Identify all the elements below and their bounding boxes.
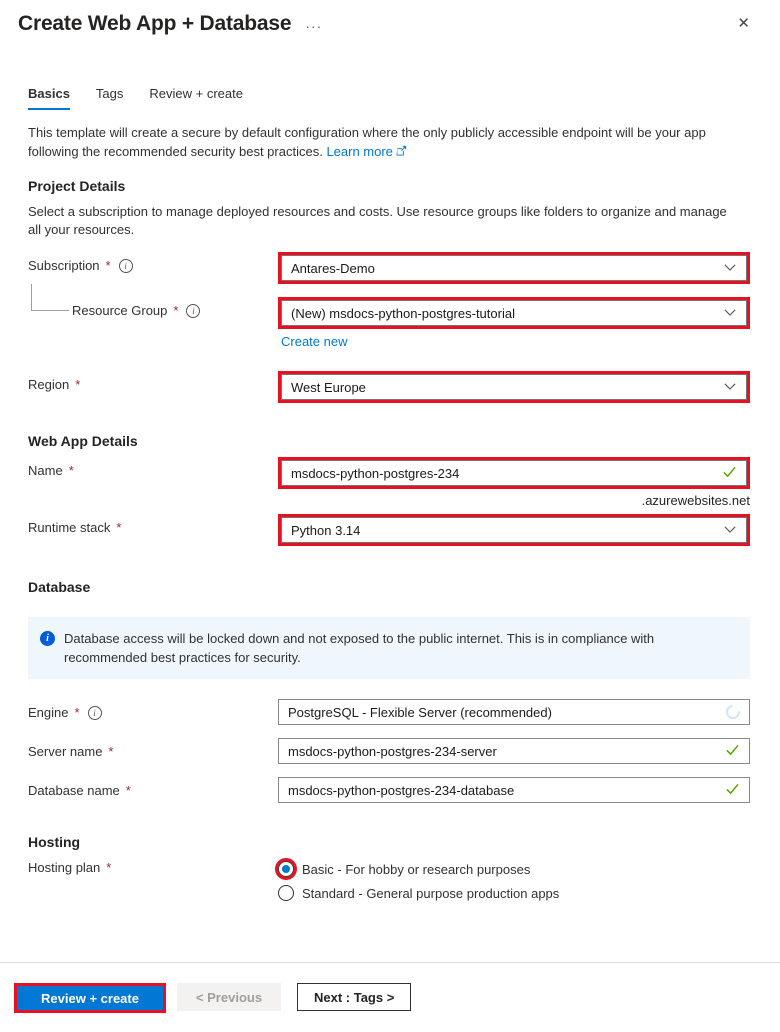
tab-tags[interactable]: Tags: [95, 86, 124, 101]
database-heading: Database: [28, 579, 91, 595]
radio-basic-label: Basic - For hobby or research purposes: [302, 861, 531, 877]
info-banner-text: Database access will be locked down and not exposed to the public internet. This is in compliance with recommended best practices for security.: [64, 631, 655, 665]
project-details-description: Select a subscription to manage deployed resources and costs. Use resource groups like folders to organize and manage all your resources.: [28, 204, 727, 237]
name-row: [28, 457, 750, 508]
close-icon[interactable]: ✕: [737, 15, 750, 32]
chevron-down-icon: [723, 261, 737, 276]
region-label: Region *: [28, 377, 81, 392]
info-icon[interactable]: i: [119, 259, 133, 273]
resource-group-value: (New) msdocs-python-postgres-tutorial: [291, 305, 515, 321]
name-input[interactable]: [281, 460, 747, 486]
resource-group-dropdown[interactable]: [281, 300, 747, 326]
required-mark: *: [105, 258, 111, 273]
required-mark: *: [74, 705, 80, 720]
required-mark: *: [68, 463, 74, 478]
required-mark: *: [173, 303, 179, 318]
runtime-stack-row: [28, 514, 750, 546]
required-mark: *: [116, 520, 122, 535]
database-name-value: msdocs-python-postgres-234-database: [288, 782, 515, 798]
resource-group-annotation: [278, 297, 750, 329]
engine-row: [28, 699, 750, 725]
region-dropdown[interactable]: [281, 374, 747, 400]
hosting-heading: Hosting: [28, 834, 81, 850]
chevron-down-icon: [723, 523, 737, 538]
tab-bar: [28, 86, 780, 110]
project-details-heading: Project Details: [28, 178, 126, 194]
region-value: West Europe: [291, 379, 366, 395]
resource-group-row: [28, 297, 750, 329]
runtime-stack-annotation: [278, 514, 750, 546]
server-name-input[interactable]: [278, 738, 750, 764]
review-create-annotation: [14, 983, 166, 1013]
info-icon[interactable]: i: [88, 706, 102, 720]
valid-check-icon: [725, 743, 740, 759]
blade-header: [0, 0, 780, 36]
subscription-label: Subscription * i: [28, 252, 278, 273]
subscription-row: [28, 252, 750, 284]
server-name-row: [28, 738, 750, 764]
subscription-dropdown[interactable]: [281, 255, 747, 281]
radio-standard-label: Standard - General purpose production apps: [302, 885, 560, 901]
runtime-stack-label: Runtime stack *: [28, 520, 122, 535]
chevron-down-icon: [723, 380, 737, 395]
database-name-input[interactable]: [278, 777, 750, 803]
subscription-value: Antares-Demo: [291, 260, 375, 276]
runtime-stack-value: Python 3.14: [291, 522, 361, 538]
name-label: Name *: [28, 463, 74, 478]
required-mark: *: [125, 783, 131, 798]
valid-check-icon: [725, 782, 740, 798]
previous-button[interactable]: < Previous: [177, 983, 281, 1011]
valid-check-icon: [722, 465, 737, 481]
next-tags-button[interactable]: Next : Tags >: [297, 983, 411, 1011]
resource-group-label: Resource Group * i: [28, 297, 278, 318]
region-row: [28, 371, 750, 403]
loading-spinner-icon: [723, 702, 743, 722]
database-name-row: [28, 777, 750, 803]
radio-standard[interactable]: [278, 885, 750, 901]
required-mark: *: [106, 860, 112, 875]
tree-connector: [31, 284, 69, 311]
hosting-plan-label: Hosting plan *: [28, 860, 112, 875]
subscription-annotation: [278, 252, 750, 284]
engine-dropdown[interactable]: [278, 699, 750, 725]
tab-review-create[interactable]: Review + create: [149, 86, 243, 101]
domain-suffix: .azurewebsites.net: [641, 493, 750, 508]
engine-value: PostgreSQL - Flexible Server (recommended): [288, 704, 552, 720]
radio-unselected-icon: [278, 885, 294, 901]
required-mark: *: [108, 744, 114, 759]
engine-label: Engine * i: [28, 699, 278, 720]
server-name-label: Server name *: [28, 744, 114, 759]
server-name-value: msdocs-python-postgres-234-server: [288, 743, 497, 759]
radio-basic[interactable]: [278, 861, 750, 877]
info-filled-icon: i: [40, 631, 55, 646]
external-link-icon: [396, 142, 407, 161]
radio-selected-icon: [278, 861, 294, 877]
chevron-down-icon: [723, 306, 737, 321]
info-banner: [28, 617, 750, 679]
region-annotation: [278, 371, 750, 403]
review-create-button[interactable]: Review + create: [17, 986, 163, 1010]
name-annotation: [278, 457, 750, 489]
intro-text: [28, 123, 728, 161]
hosting-plan-row: [28, 858, 750, 901]
web-app-details-heading: Web App Details: [28, 433, 138, 449]
intro-text-body: This template will create a secure by default configuration where the only publicly accessible endpoint will be your app following the recommended security best practices.: [28, 125, 706, 159]
database-name-label: Database name *: [28, 783, 131, 798]
runtime-stack-dropdown[interactable]: [281, 517, 747, 543]
required-mark: *: [75, 377, 81, 392]
info-icon[interactable]: i: [186, 304, 200, 318]
radio-annotation: [275, 858, 297, 880]
hosting-plan-options: [278, 858, 750, 901]
tab-basics[interactable]: Basics: [28, 86, 70, 110]
footer-bar: [0, 962, 780, 1032]
learn-more-link[interactable]: Learn more: [326, 144, 406, 159]
more-options-icon[interactable]: ···: [305, 18, 323, 34]
create-new-link[interactable]: Create new: [281, 334, 348, 349]
page-title: Create Web App + Database: [18, 12, 292, 35]
name-value: msdocs-python-postgres-234: [291, 465, 460, 481]
